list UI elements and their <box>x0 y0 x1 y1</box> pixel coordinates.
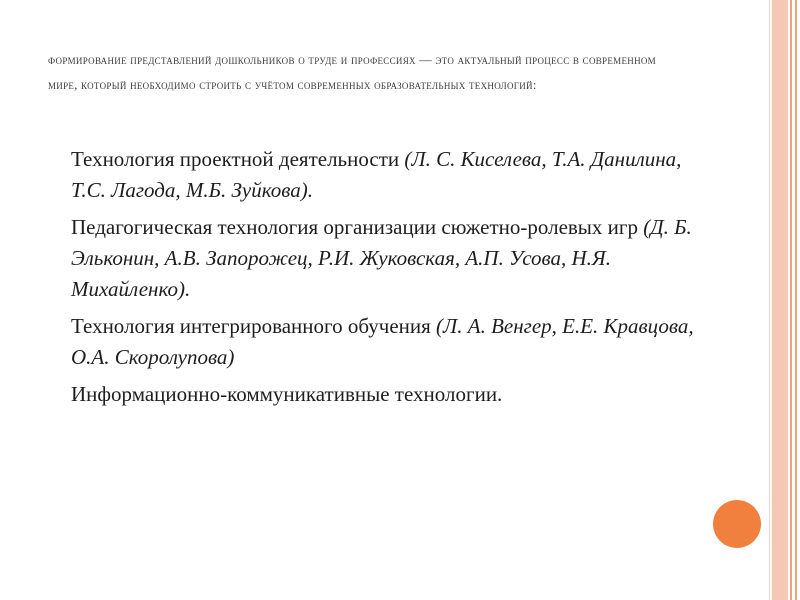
bullet-text: Педагогическая технология организации сюжетно-ролевых игр <box>71 215 644 239</box>
decorative-circle <box>713 500 761 548</box>
bullet-text: Информационно-коммуникативные технологии. <box>71 382 503 406</box>
decorative-thin-stripe <box>769 0 770 600</box>
bullet-authors: (Д. Б. Эльконин, А.В. Запорожец, Р.И. Жуковская, А.П. Усова, Н.Я. Михайленко). <box>71 215 692 301</box>
decorative-stripe <box>772 0 788 600</box>
slide-title: формирование представлений дошкольников о труде и профессиях — это актуальный процесс в современном мире, который необходимо строить с учётом современных образовательных технологий: <box>48 53 656 92</box>
bullet-item <box>44 379 704 410</box>
bullet-text: Технология интегрированного обучения <box>71 314 437 338</box>
decorative-line <box>790 0 792 600</box>
bullet-authors: (Л. С. Киселева, Т.А. Данилина, Т.С. Лагода, М.Б. Зуйкова). <box>71 147 682 202</box>
decorative-line <box>795 0 797 600</box>
bullet-text: Технология проектной деятельности <box>71 147 405 171</box>
bullet-item <box>44 212 704 305</box>
bullet-item <box>44 311 704 373</box>
bullet-authors: (Л. А. Венгер, Е.Е. Кравцова, О.А. Скоролупова) <box>71 314 694 369</box>
bullet-item <box>44 144 704 206</box>
bullet-list <box>44 144 704 416</box>
